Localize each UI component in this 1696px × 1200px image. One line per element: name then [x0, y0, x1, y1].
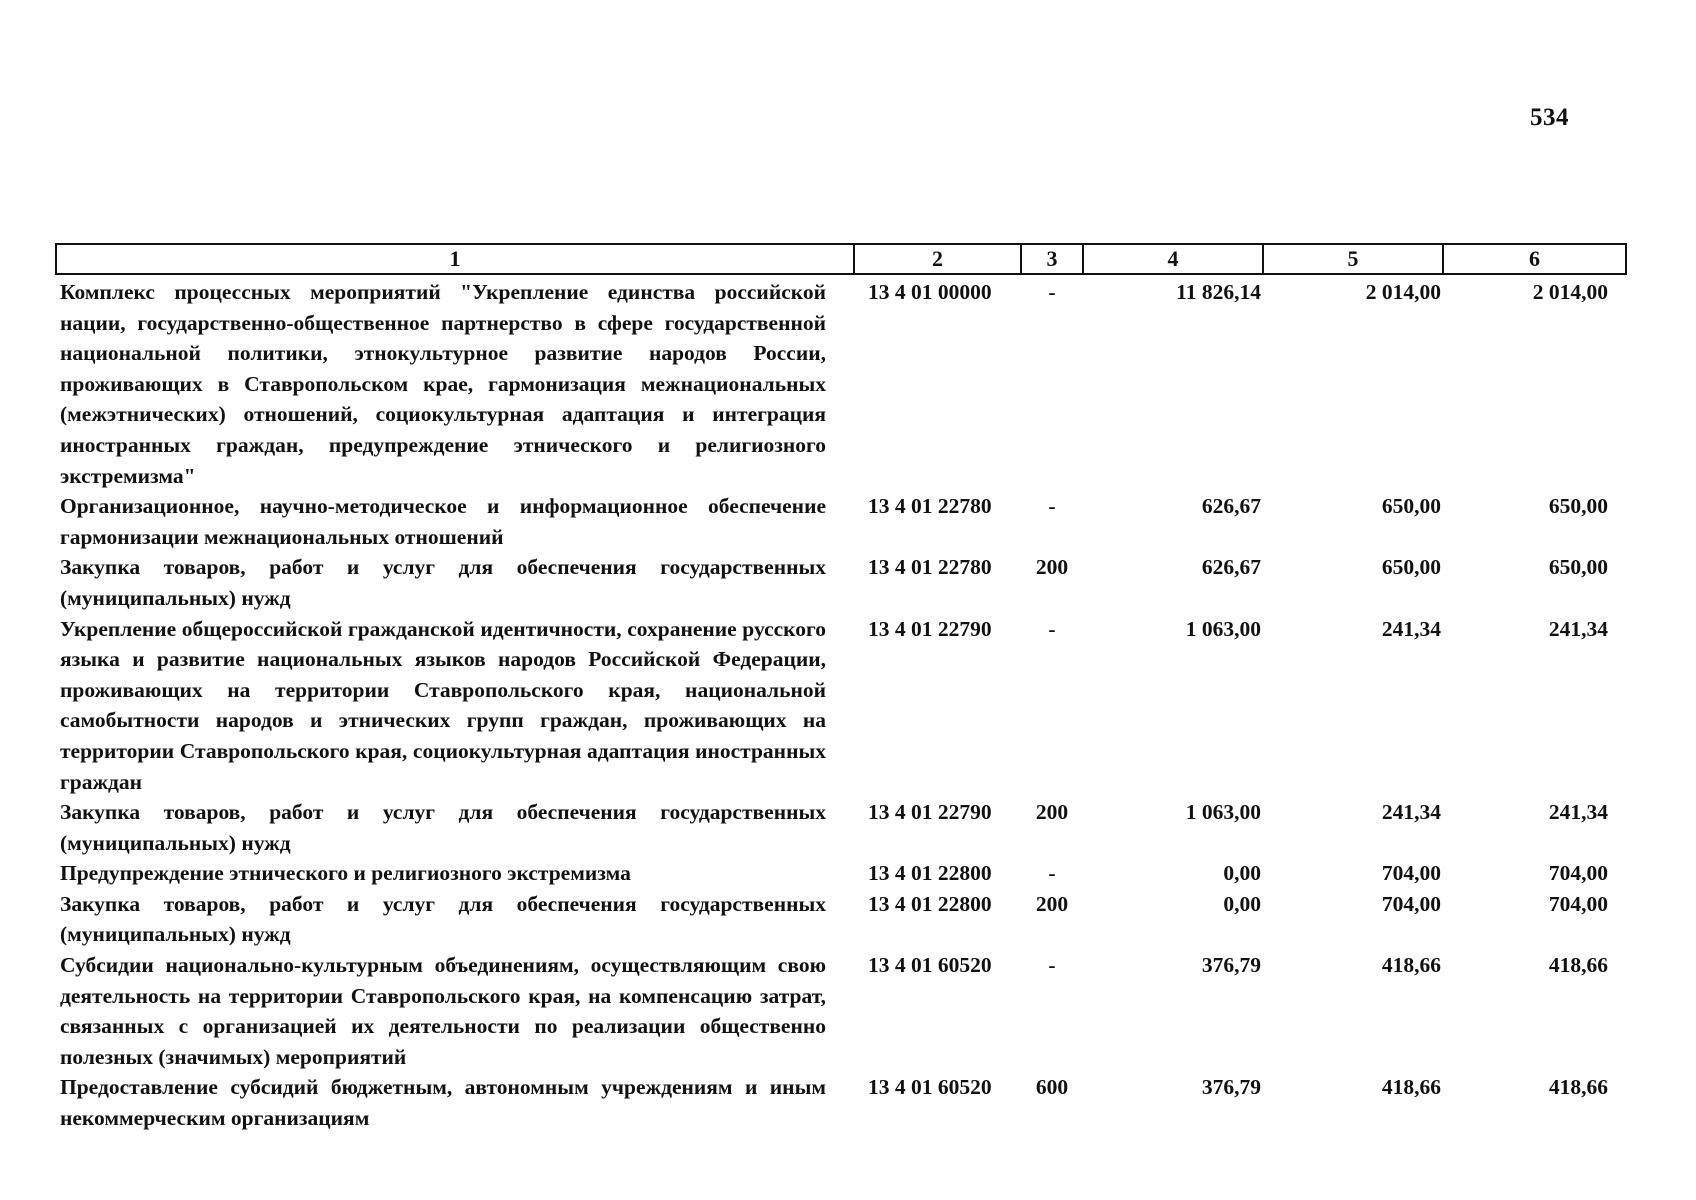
row-sum-col6: 650,00 — [1548, 494, 1608, 519]
row-sum-col5: 704,00 — [1381, 891, 1441, 916]
row-sum-col6: 704,00 — [1548, 861, 1608, 886]
row-sum-col5: 650,00 — [1381, 494, 1441, 519]
row-expense-type: 600 — [1035, 1075, 1069, 1100]
row-name: Субсидии национально-культурным объединениям, осуществляющим свою деятельность на территории Ставропольского края, на компенсацию затрат, связанных с организацией их деятельности по реализации общественно полезных (значимых) мероприятий — [60, 953, 826, 1069]
row-sum-col5: 704,00 — [1381, 861, 1441, 886]
row-expense-type: 200 — [1035, 891, 1069, 916]
page-number: 534 — [1530, 104, 1569, 131]
row-sum-col5: 241,34 — [1381, 616, 1441, 641]
row-name: Предоставление субсидий бюджетным, автономным учреждениям и иным некоммерческим организациям — [60, 1075, 826, 1131]
row-expense-type: - — [1048, 280, 1056, 304]
row-name: Закупка товаров, работ и услуг для обеспечения государственных (муниципальных) нужд — [60, 891, 826, 947]
row-sum-col6: 418,66 — [1548, 953, 1608, 978]
table-row — [56, 889, 1626, 950]
row-code: 13 4 01 22800 — [868, 891, 992, 916]
row-sum-col4: 1 063,00 — [1185, 800, 1261, 825]
budget-table — [55, 243, 1627, 1134]
row-sum-col5: 241,34 — [1381, 800, 1441, 825]
table-row — [56, 1072, 1626, 1133]
row-sum-col5: 650,00 — [1381, 555, 1441, 580]
row-expense-type: - — [1048, 861, 1056, 886]
row-sum-col6: 2 014,00 — [1532, 280, 1608, 304]
row-code: 13 4 01 22800 — [868, 861, 992, 886]
row-sum-col4: 0,00 — [1223, 861, 1261, 886]
row-sum-col4: 0,00 — [1223, 891, 1261, 916]
table-row — [56, 858, 1626, 889]
row-code: 13 4 01 22790 — [868, 800, 992, 825]
row-sum-col4: 11 826,14 — [1176, 280, 1261, 304]
table-row — [56, 950, 1626, 1072]
table-row — [56, 274, 1626, 491]
row-expense-type: 200 — [1035, 555, 1069, 580]
row-code: 13 4 01 00000 — [868, 280, 992, 304]
header-row — [56, 244, 1626, 274]
row-sum-col6: 704,00 — [1548, 891, 1608, 916]
row-expense-type: - — [1048, 616, 1056, 641]
column-header-3: 3 — [1021, 244, 1083, 274]
row-sum-col4: 626,67 — [1201, 494, 1261, 519]
row-code: 13 4 01 22780 — [868, 494, 992, 519]
table-row — [56, 552, 1626, 613]
row-sum-col6: 650,00 — [1548, 555, 1608, 580]
column-header-6: 6 — [1443, 244, 1626, 274]
table-header — [56, 244, 1626, 274]
row-code: 13 4 01 22790 — [868, 616, 992, 641]
column-header-1: 1 — [56, 244, 854, 274]
row-sum-col6: 418,66 — [1548, 1075, 1608, 1100]
row-sum-col5: 2 014,00 — [1365, 280, 1441, 304]
column-header-2: 2 — [854, 244, 1021, 274]
column-header-5: 5 — [1263, 244, 1443, 274]
table-row — [56, 614, 1626, 798]
row-code: 13 4 01 60520 — [868, 1075, 992, 1100]
row-sum-col6: 241,34 — [1548, 800, 1608, 825]
row-name: Организационное, научно-методическое и информационное обеспечение гармонизации межнациональных отношений — [60, 494, 826, 549]
row-code: 13 4 01 60520 — [868, 953, 992, 978]
table-row — [56, 797, 1626, 858]
row-code: 13 4 01 22780 — [868, 555, 992, 580]
column-header-4: 4 — [1083, 244, 1263, 274]
row-name: Закупка товаров, работ и услуг для обеспечения государственных (муниципальных) нужд — [60, 800, 826, 855]
table-row — [56, 491, 1626, 552]
row-name: Закупка товаров, работ и услуг для обеспечения государственных (муниципальных) нужд — [60, 555, 826, 610]
row-expense-type: 200 — [1035, 800, 1069, 825]
row-name: Предупреждение этнического и религиозного экстремизма — [60, 861, 631, 886]
row-sum-col6: 241,34 — [1548, 616, 1608, 641]
row-sum-col4: 1 063,00 — [1185, 616, 1261, 641]
table-body — [56, 274, 1626, 1134]
row-sum-col4: 626,67 — [1201, 555, 1261, 580]
row-expense-type: - — [1048, 953, 1056, 978]
row-sum-col5: 418,66 — [1381, 953, 1441, 978]
row-sum-col4: 376,79 — [1201, 1075, 1261, 1100]
row-sum-col5: 418,66 — [1381, 1075, 1441, 1100]
row-name: Комплекс процессных мероприятий "Укрепление единства российской нации, государственно-общественное партнерство в сфере государственной национальной политики, этнокультурное развитие народов России, проживающих в Ставропольском крае, гармонизация межнациональных (межэтнических) отношений, социокультурная адаптация и интеграция иностранных граждан, предупреждение этнического и религиозного экстремизма" — [60, 280, 826, 488]
row-sum-col4: 376,79 — [1201, 953, 1261, 978]
row-name: Укрепление общероссийской гражданской идентичности, сохранение русского языка и развитие национальных языков народов Российской Федерации, проживающих на территории Ставропольского края, национальной самобытности народов и этнических групп граждан, проживающих на территории Ставропольского края, социокультурная адаптация иностранных граждан — [60, 616, 826, 794]
row-expense-type: - — [1048, 494, 1056, 519]
